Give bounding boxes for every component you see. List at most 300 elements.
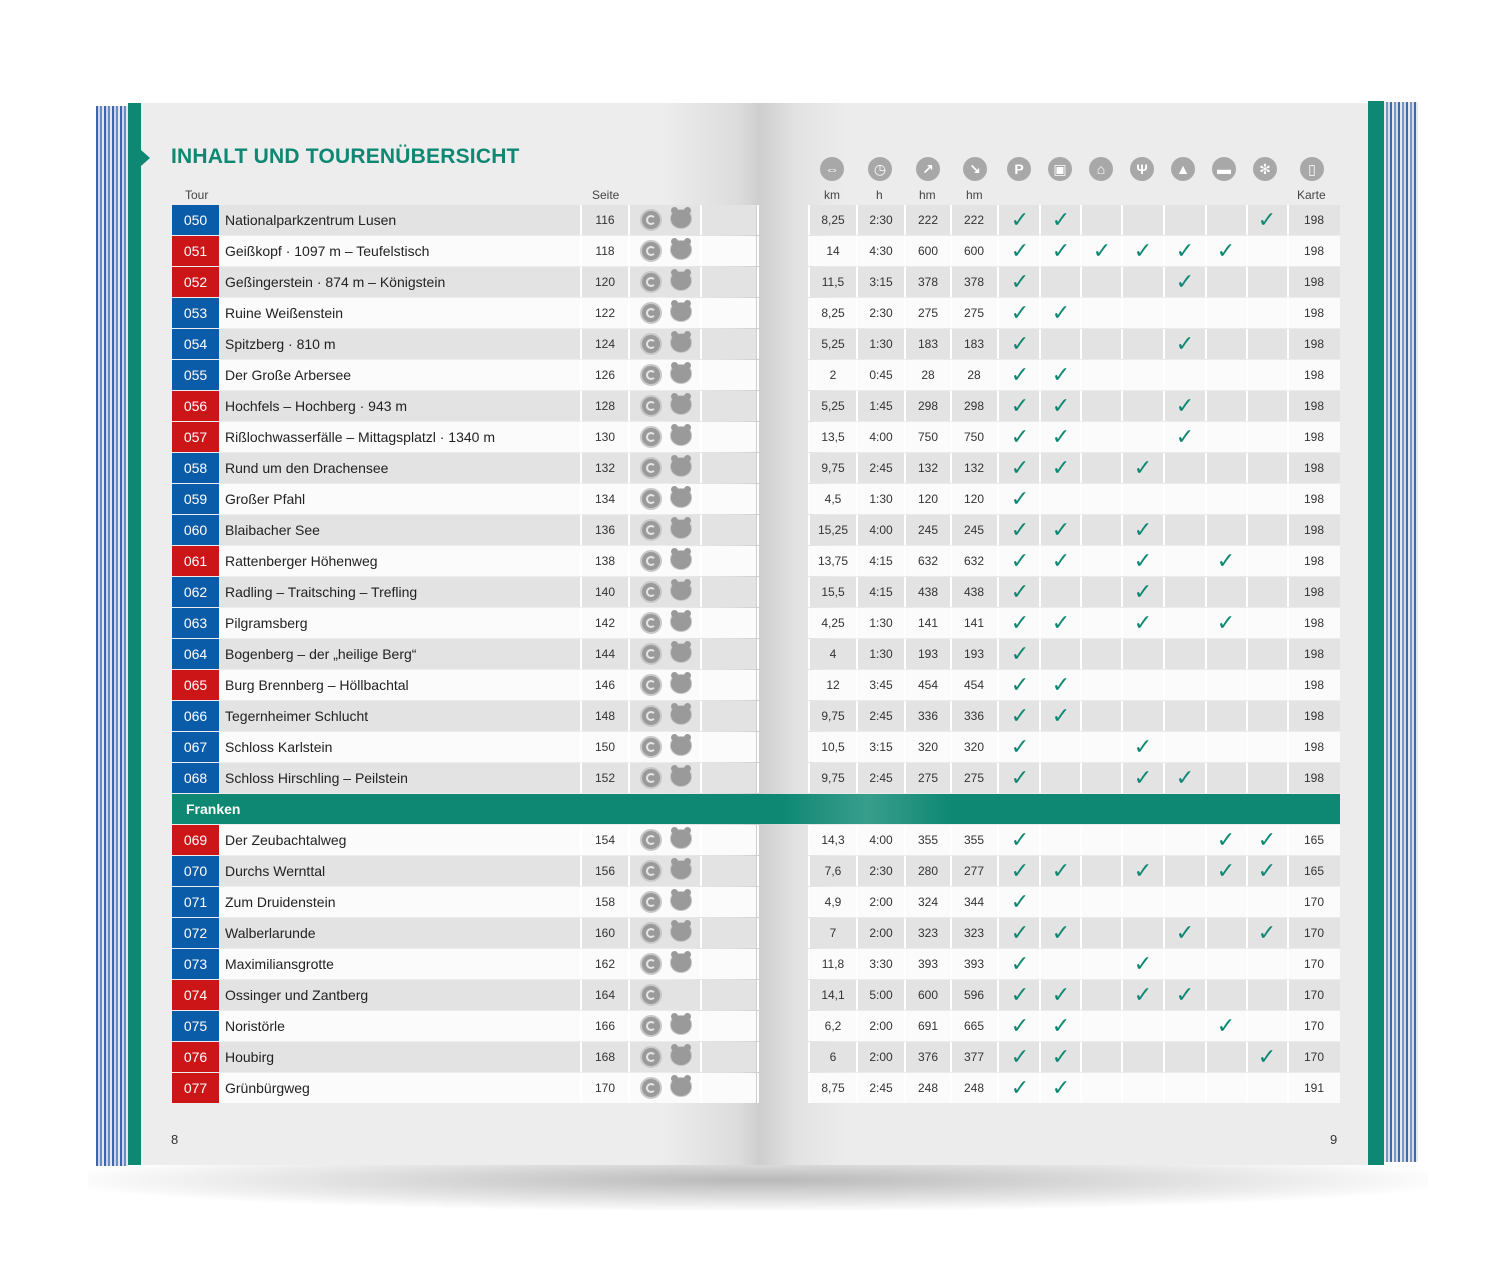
column-divider [1287, 732, 1289, 762]
column-divider [700, 360, 702, 390]
cable-car-icon: ⌂ [1089, 157, 1113, 181]
page-title: INHALT UND TOURENÜBERSICHT [171, 145, 520, 168]
check-icon: ✓ [1216, 610, 1236, 635]
check-icon: ✓ [1010, 889, 1030, 914]
column-divider [1163, 515, 1165, 545]
column-divider [1163, 484, 1165, 514]
column-divider [1080, 608, 1082, 638]
column-divider [700, 1011, 702, 1041]
page-number-left: 8 [171, 1132, 179, 1147]
column-divider [700, 205, 702, 235]
tour-ascent: 120 [917, 492, 939, 506]
tour-hours: 2:00 [869, 1019, 893, 1033]
tour-hours: 1:30 [869, 647, 893, 661]
column-divider [997, 639, 999, 669]
difficulty-icon [640, 953, 662, 975]
column-divider [1205, 484, 1207, 514]
column-divider [628, 1042, 630, 1072]
column-divider [1121, 1011, 1123, 1041]
column-divider [1246, 422, 1248, 452]
tour-number[interactable]: 066 [172, 701, 219, 731]
check-icon: ✓ [1010, 672, 1030, 697]
tour-number[interactable]: 065 [172, 670, 219, 700]
column-divider [997, 1042, 999, 1072]
tour-km: 12 [826, 678, 840, 692]
column-divider [628, 546, 630, 576]
tour-ascent: 245 [917, 523, 939, 537]
check-icon: ✓ [1175, 424, 1195, 449]
column-divider [757, 329, 759, 359]
tour-number[interactable]: 051 [172, 236, 219, 266]
column-divider [1121, 329, 1123, 359]
column-divider [1163, 267, 1165, 297]
column-divider [1163, 918, 1165, 948]
tour-name: Ruine Weißenstein [225, 305, 344, 321]
tour-descent: 750 [963, 430, 985, 444]
tour-number[interactable]: 064 [172, 639, 219, 669]
column-divider [1080, 732, 1082, 762]
column-divider [1121, 205, 1123, 235]
descent-icon: ↘ [963, 157, 987, 181]
column-divider [1121, 639, 1123, 669]
column-divider [1121, 608, 1123, 638]
tour-number[interactable]: 060 [172, 515, 219, 545]
column-divider [1163, 360, 1165, 390]
tour-ascent: 132 [917, 461, 939, 475]
tour-hours: 2:30 [869, 864, 893, 878]
column-divider [580, 1042, 582, 1072]
tour-name: Geßingerstein · 874 m – Königstein [225, 274, 446, 290]
table-row [172, 1073, 1340, 1103]
tour-descent: 222 [963, 213, 985, 227]
difficulty-icon [640, 240, 662, 262]
tour-km: 11,5 [821, 275, 845, 289]
tour-hours: 1:30 [869, 492, 893, 506]
column-divider [628, 763, 630, 793]
table-row [172, 670, 1340, 700]
tour-number[interactable]: 067 [172, 732, 219, 762]
check-icon: ✓ [1010, 548, 1030, 573]
column-divider [1080, 267, 1082, 297]
tour-descent: 275 [963, 306, 985, 320]
tour-ascent: 28 [921, 368, 935, 382]
column-divider [1163, 701, 1165, 731]
tour-number[interactable]: 073 [172, 949, 219, 979]
column-divider [997, 887, 999, 917]
check-icon: ✓ [1216, 1013, 1236, 1038]
column-divider [1039, 980, 1041, 1010]
check-icon: ✓ [1216, 858, 1236, 883]
column-divider [1246, 608, 1248, 638]
tour-map-page: 170 [1303, 1050, 1325, 1064]
check-icon: ✓ [1010, 610, 1030, 635]
column-divider [700, 236, 702, 266]
tour-page: 116 [595, 213, 615, 227]
check-icon: ✓ [1051, 1044, 1071, 1069]
column-divider [628, 887, 630, 917]
tour-hours: 2:45 [869, 709, 893, 723]
column-divider [1080, 236, 1082, 266]
tour-number[interactable]: 075 [172, 1011, 219, 1041]
header-hm-down: hm [966, 188, 983, 202]
column-divider [700, 608, 702, 638]
column-divider [580, 670, 582, 700]
tour-number[interactable]: 050 [172, 205, 219, 235]
column-divider [757, 825, 759, 855]
tour-page: 130 [594, 430, 616, 444]
column-divider [1121, 298, 1123, 328]
column-divider [757, 422, 759, 452]
table-row [172, 949, 1340, 979]
column-divider [1121, 701, 1123, 731]
column-divider [997, 422, 999, 452]
tour-ascent: 280 [917, 864, 939, 878]
check-icon: ✓ [1175, 238, 1195, 263]
column-divider [757, 1073, 759, 1103]
column-divider [1287, 1073, 1289, 1103]
column-divider [1039, 732, 1041, 762]
column-divider [1121, 825, 1123, 855]
column-divider [580, 1073, 582, 1103]
column-divider [580, 577, 582, 607]
difficulty-icon [640, 891, 662, 913]
check-icon: ✓ [1051, 517, 1071, 542]
column-divider [757, 298, 759, 328]
tour-page: 126 [594, 368, 616, 382]
column-divider [1080, 453, 1082, 483]
tour-descent: 393 [963, 957, 985, 971]
tour-hours: 2:30 [869, 213, 893, 227]
tour-name: Geißkopf · 1097 m – Teufelstisch [225, 243, 430, 259]
column-divider [1287, 608, 1289, 638]
tour-descent: 377 [963, 1050, 985, 1064]
column-divider [1080, 515, 1082, 545]
column-divider [1287, 422, 1289, 452]
column-divider [1080, 298, 1082, 328]
column-divider [1121, 1042, 1123, 1072]
tour-descent: 28 [967, 368, 981, 382]
tour-hours: 2:00 [869, 926, 893, 940]
difficulty-icon [640, 426, 662, 448]
column-divider [757, 918, 759, 948]
tour-descent: 336 [963, 709, 985, 723]
tour-ascent: 750 [917, 430, 939, 444]
check-icon: ✓ [1010, 393, 1030, 418]
table-row [172, 546, 1340, 576]
column-divider [1080, 701, 1082, 731]
column-divider [1287, 236, 1289, 266]
check-icon: ✓ [1051, 455, 1071, 480]
column-divider [1205, 1073, 1207, 1103]
column-divider [1039, 422, 1041, 452]
column-divider [1205, 515, 1207, 545]
tour-descent: 183 [963, 337, 985, 351]
column-divider [1121, 360, 1123, 390]
table-row [172, 701, 1340, 731]
column-divider [997, 949, 999, 979]
column-divider [1205, 1011, 1207, 1041]
tour-number[interactable]: 054 [172, 329, 219, 359]
tour-map-page: 198 [1303, 709, 1325, 723]
column-divider [1121, 515, 1123, 545]
title-arrow-icon [141, 150, 150, 166]
column-divider [1287, 949, 1289, 979]
family-icon [670, 426, 692, 446]
tour-name: Der Große Arbersee [225, 367, 352, 383]
tour-name: Noristörle [225, 1018, 285, 1034]
clock-icon: ◷ [868, 157, 892, 181]
family-icon [670, 1046, 692, 1066]
tour-ascent: 183 [917, 337, 939, 351]
family-icon [670, 209, 692, 229]
check-icon: ✓ [1051, 362, 1071, 387]
column-divider [1287, 980, 1289, 1010]
column-divider [1163, 825, 1165, 855]
difficulty-icon [640, 488, 662, 510]
tour-page: 164 [594, 988, 616, 1002]
tour-km: 7,6 [824, 864, 842, 878]
column-divider [1246, 236, 1248, 266]
column-divider [1039, 670, 1041, 700]
tour-ascent: 320 [917, 740, 939, 754]
tour-km: 13,5 [821, 430, 845, 444]
tour-km: 14,3 [821, 833, 845, 847]
tour-km: 15,5 [821, 585, 845, 599]
tour-descent: 298 [963, 399, 985, 413]
tour-number[interactable]: 056 [172, 391, 219, 421]
tour-map-page: 170 [1303, 957, 1325, 971]
check-icon: ✓ [1175, 765, 1195, 790]
family-icon [670, 395, 692, 415]
family-icon [670, 550, 692, 570]
column-divider [1205, 670, 1207, 700]
tour-hours: 4:00 [869, 523, 893, 537]
column-divider [580, 515, 582, 545]
column-divider [628, 360, 630, 390]
column-divider [757, 546, 759, 576]
tour-descent: 665 [963, 1019, 985, 1033]
tour-number[interactable]: 074 [172, 980, 219, 1010]
difficulty-icon [640, 271, 662, 293]
column-divider [997, 391, 999, 421]
tour-number[interactable]: 052 [172, 267, 219, 297]
tour-descent: 355 [963, 833, 985, 847]
table-row [172, 515, 1340, 545]
column-divider [580, 205, 582, 235]
tour-descent: 277 [963, 864, 985, 878]
tour-descent: 245 [963, 523, 985, 537]
tour-descent: 132 [963, 461, 985, 475]
tour-descent: 248 [963, 1081, 985, 1095]
tour-hours: 1:30 [869, 616, 893, 630]
column-divider [1039, 608, 1041, 638]
column-divider [1246, 515, 1248, 545]
tour-number[interactable]: 071 [172, 887, 219, 917]
column-divider [757, 267, 759, 297]
tour-page: 154 [594, 833, 616, 847]
check-icon: ✓ [1216, 827, 1236, 852]
check-icon: ✓ [1010, 517, 1030, 542]
tour-number[interactable]: 057 [172, 422, 219, 452]
difficulty-icon [640, 643, 662, 665]
check-icon: ✓ [1133, 455, 1153, 480]
column-divider [1287, 1042, 1289, 1072]
column-divider [1246, 205, 1248, 235]
tour-number[interactable]: 072 [172, 918, 219, 948]
column-divider [1205, 205, 1207, 235]
header-h: h [876, 188, 883, 202]
tour-number[interactable]: 062 [172, 577, 219, 607]
tour-km: 9,75 [821, 771, 845, 785]
tour-km: 13,75 [817, 554, 849, 568]
difficulty-icon [640, 1046, 662, 1068]
check-icon: ✓ [1133, 982, 1153, 1007]
tour-name: Blaibacher See [225, 522, 320, 538]
tour-number[interactable]: 063 [172, 608, 219, 638]
tour-descent: 600 [963, 244, 985, 258]
column-divider [1080, 329, 1082, 359]
tour-number[interactable]: 077 [172, 1073, 219, 1103]
column-divider [1246, 763, 1248, 793]
column-divider [1246, 918, 1248, 948]
column-divider [628, 205, 630, 235]
column-divider [1163, 1042, 1165, 1072]
column-divider [1246, 329, 1248, 359]
family-icon [670, 643, 692, 663]
column-divider [580, 980, 582, 1010]
check-icon: ✓ [1175, 920, 1195, 945]
column-divider [1287, 887, 1289, 917]
column-divider [1121, 732, 1123, 762]
check-icon: ✓ [1133, 858, 1153, 883]
tour-number[interactable]: 076 [172, 1042, 219, 1072]
tour-hours: 2:00 [869, 1050, 893, 1064]
tour-name: Maximiliansgrotte [225, 956, 334, 972]
check-icon: ✓ [1133, 517, 1153, 542]
column-divider [1163, 608, 1165, 638]
tour-km: 4 [829, 647, 837, 661]
tour-ascent: 336 [917, 709, 939, 723]
column-divider [1205, 918, 1207, 948]
column-divider [1205, 608, 1207, 638]
tour-number[interactable]: 058 [172, 453, 219, 483]
column-divider [1121, 422, 1123, 452]
column-divider [1205, 546, 1207, 576]
check-icon: ✓ [1010, 455, 1030, 480]
tour-name: Bogenberg – der „heilige Berg“ [225, 646, 417, 662]
tour-number[interactable]: 070 [172, 856, 219, 886]
difficulty-icon [640, 550, 662, 572]
tour-number[interactable]: 059 [172, 484, 219, 514]
column-divider [1205, 732, 1207, 762]
check-icon: ✓ [1133, 579, 1153, 604]
check-icon: ✓ [1010, 1013, 1030, 1038]
tour-name: Rißlochwasserfälle – Mittagsplatzl · 1340 m [225, 429, 495, 445]
tour-page: 136 [594, 523, 616, 537]
column-divider [997, 856, 999, 886]
column-divider [1163, 763, 1165, 793]
check-icon: ✓ [1051, 610, 1071, 635]
tour-descent: 344 [963, 895, 985, 909]
family-icon [670, 302, 692, 322]
table-row [172, 453, 1340, 483]
family-icon [670, 364, 692, 384]
check-icon: ✓ [1133, 238, 1153, 263]
tour-descent: 438 [963, 585, 985, 599]
tour-number[interactable]: 069 [172, 825, 219, 855]
tour-number[interactable]: 068 [172, 763, 219, 793]
column-divider [1287, 856, 1289, 886]
tour-name: Durchs Wernttal [225, 863, 326, 879]
column-divider [1039, 391, 1041, 421]
column-divider [700, 639, 702, 669]
column-divider [580, 949, 582, 979]
tour-page: 122 [594, 306, 616, 320]
column-divider [580, 453, 582, 483]
column-divider [1287, 515, 1289, 545]
column-divider [1287, 639, 1289, 669]
column-divider [1205, 267, 1207, 297]
tour-number[interactable]: 053 [172, 298, 219, 328]
tour-km: 7 [829, 926, 837, 940]
difficulty-icon [640, 395, 662, 417]
check-icon: ✓ [1010, 579, 1030, 604]
tour-name: Zum Druidenstein [225, 894, 336, 910]
column-divider [1246, 949, 1248, 979]
column-divider [997, 453, 999, 483]
column-divider [1163, 391, 1165, 421]
tour-number[interactable]: 061 [172, 546, 219, 576]
family-icon [670, 240, 692, 260]
check-icon: ✓ [1010, 827, 1030, 852]
column-divider [757, 856, 759, 886]
column-divider [700, 484, 702, 514]
tour-hours: 4:00 [869, 833, 893, 847]
tour-map-page: 165 [1303, 833, 1325, 847]
tour-hours: 3:45 [869, 678, 893, 692]
tour-page: 158 [594, 895, 616, 909]
difficulty-icon [640, 612, 662, 634]
column-divider [700, 422, 702, 452]
tour-page: 146 [594, 678, 616, 692]
section-franken [172, 794, 1340, 824]
check-icon: ✓ [1010, 703, 1030, 728]
column-divider [1080, 577, 1082, 607]
tour-number[interactable]: 055 [172, 360, 219, 390]
column-divider [1246, 825, 1248, 855]
column-divider [628, 391, 630, 421]
column-divider [997, 1011, 999, 1041]
tour-ascent: 438 [917, 585, 939, 599]
column-divider [1039, 918, 1041, 948]
tour-ascent: 275 [917, 771, 939, 785]
check-icon: ✓ [1051, 424, 1071, 449]
tour-km: 2 [829, 368, 837, 382]
column-divider [1205, 825, 1207, 855]
book-edge-right [1384, 102, 1418, 1162]
column-divider [1246, 856, 1248, 886]
tour-map-page: 170 [1303, 895, 1325, 909]
column-divider [580, 732, 582, 762]
tour-ascent: 141 [917, 616, 939, 630]
column-divider [1287, 205, 1289, 235]
tour-km: 8,25 [821, 213, 845, 227]
column-divider [997, 732, 999, 762]
column-divider [1080, 639, 1082, 669]
column-divider [1039, 763, 1041, 793]
tour-hours: 5:00 [869, 988, 893, 1002]
tour-map-page: 198 [1303, 554, 1325, 568]
